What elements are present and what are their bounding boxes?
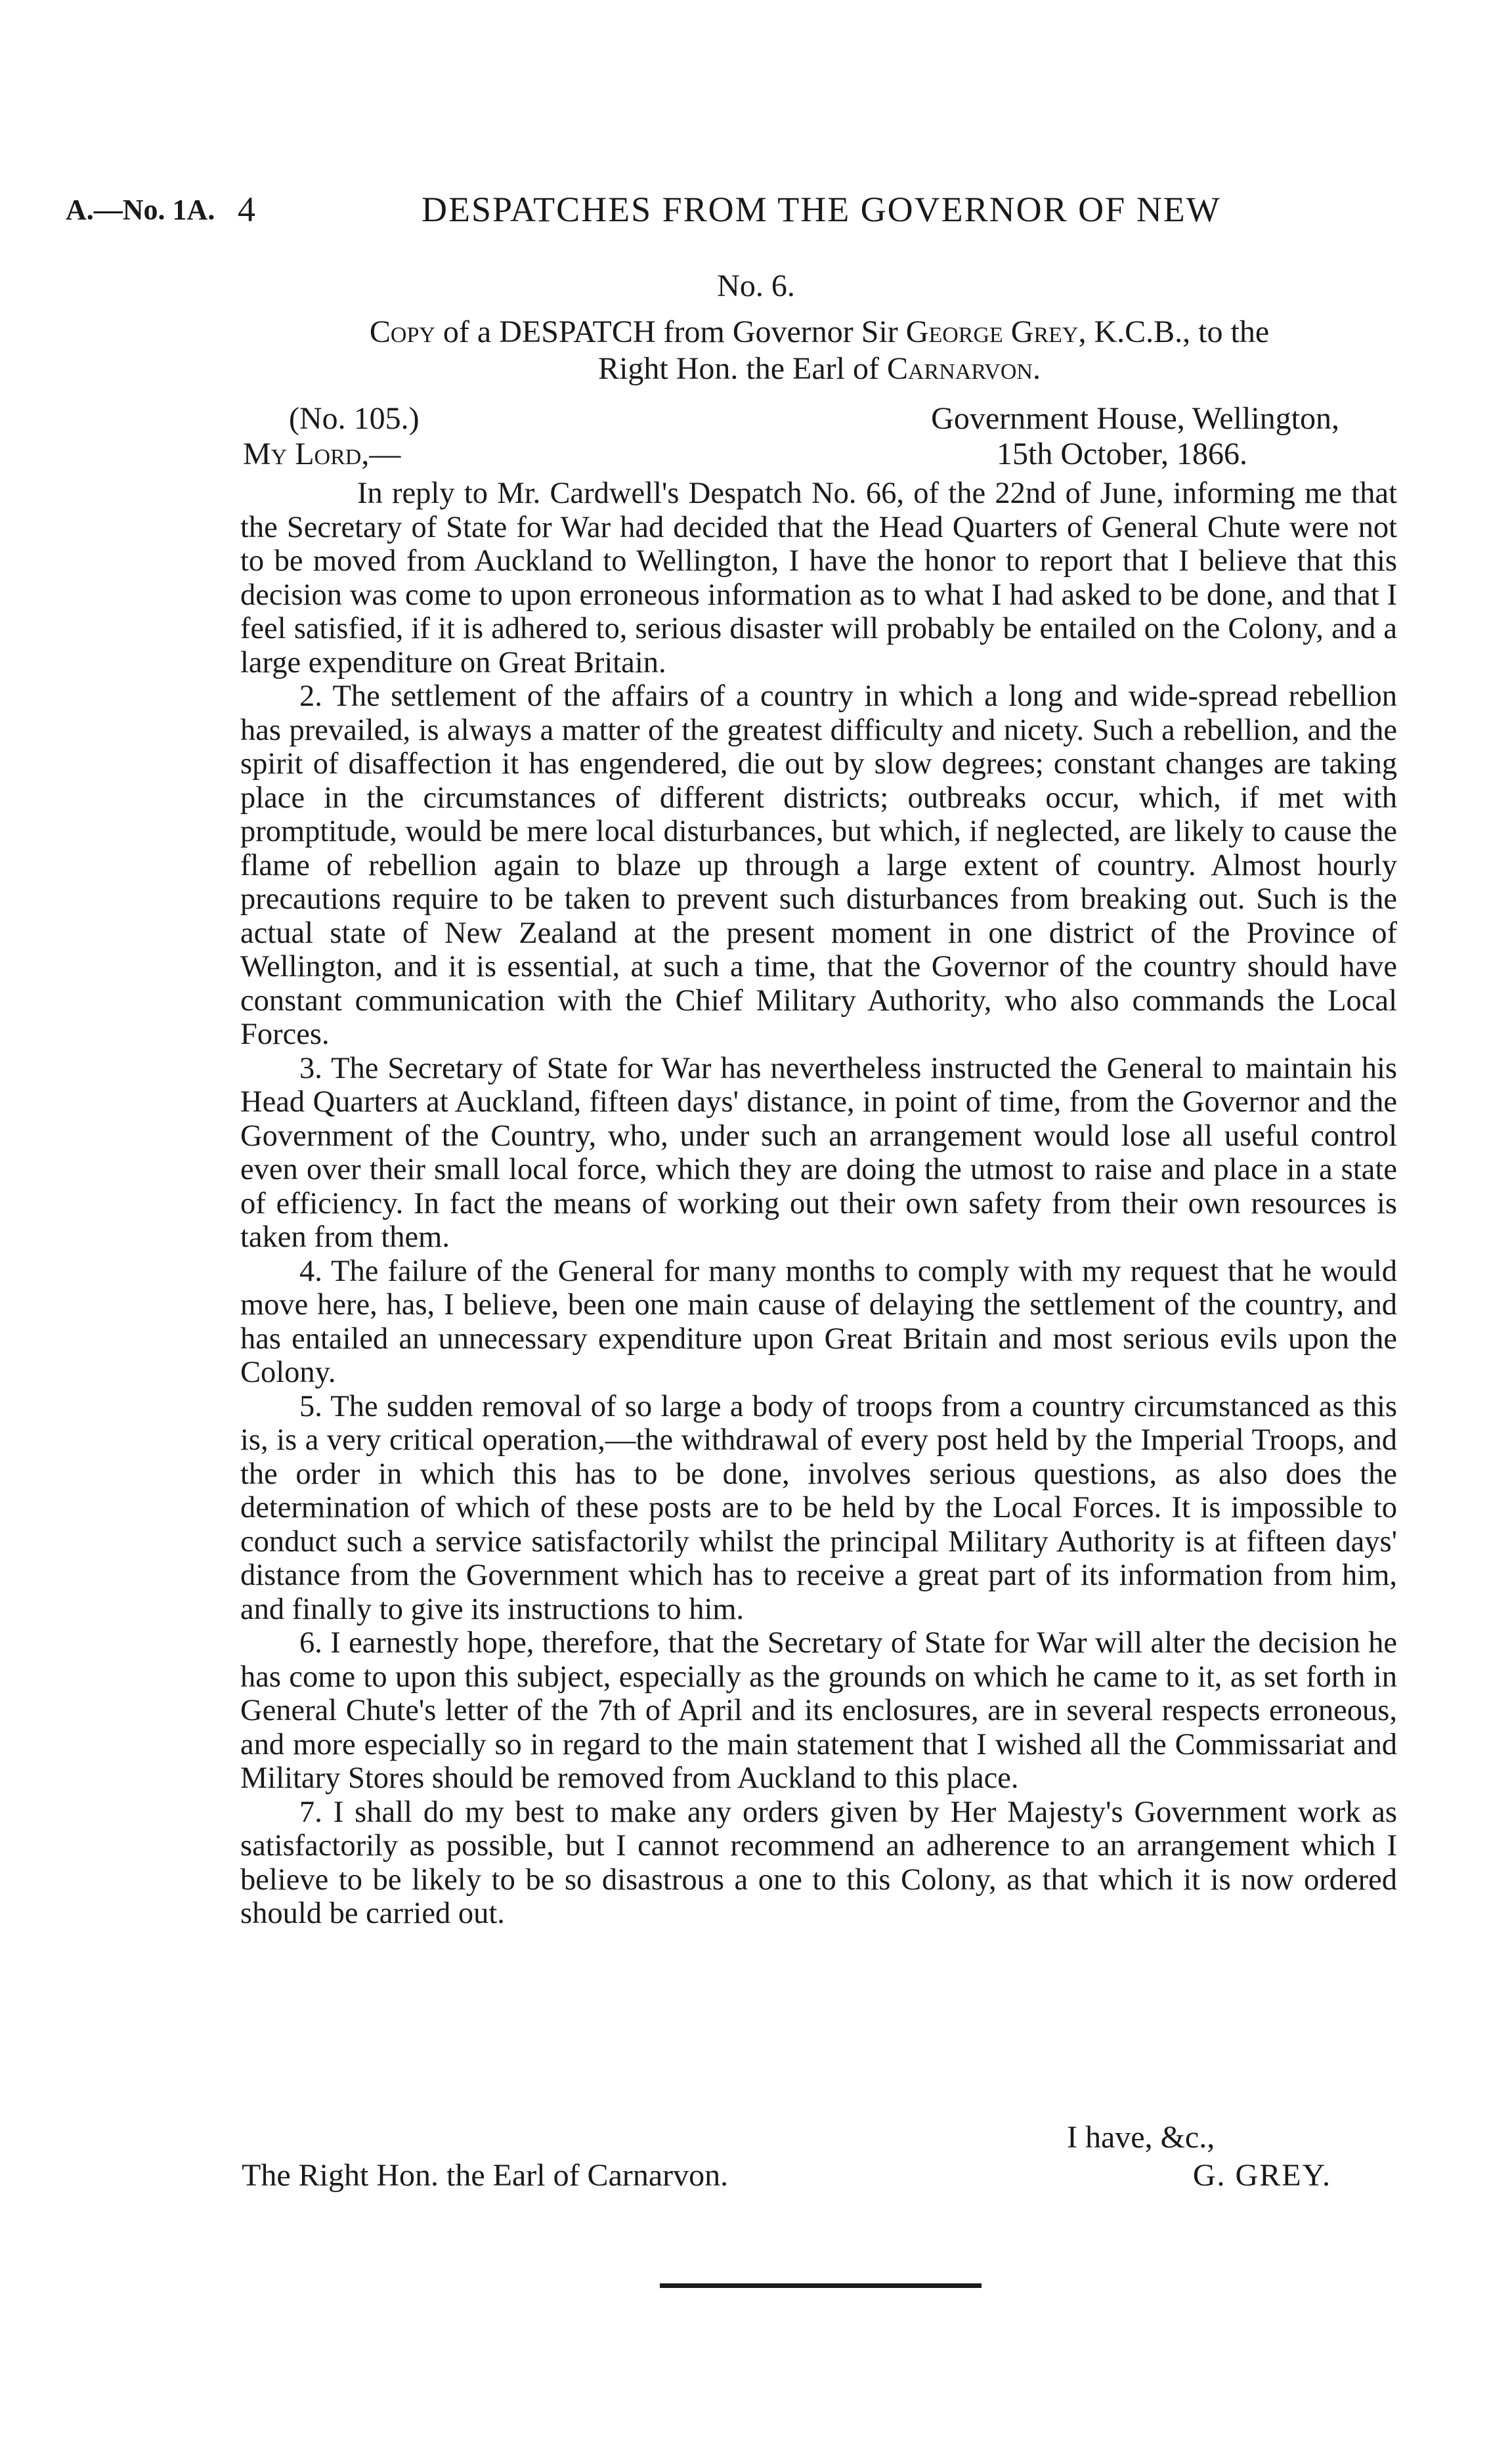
despatch-number: No. 6. (717, 269, 795, 303)
closing-phrase: I have, &c., (1067, 2120, 1215, 2155)
paragraph-2: 2. The settlement of the affairs of a country in which a long and wide-spread rebellion has prevailed, is always a matter of the greatest difficulty and nicety. Such a rebellion, and the spirit of disaffection it has engendered, die out by slow degrees; constant changes are taking place in the circumstances of different districts; outbreaks occur, which, if met with promptitude, would be mere local disturbances, but which, if neglected, are likely to cause the flame of rebellion again to blaze up through a large extent of country. Almost hourly precautions require to be taken to prevent such disturbances from breaking out. Such is the actual state of New Zealand at the present moment in one district of the Province of Wellington, and it is essential, at such a time, that the Governor of the country should have constant communication with the Chief Military Authority, who also commands the Local Forces. (240, 679, 1397, 1051)
paragraph-4: 4. The failure of the General for many months to comply with my request that he would move here, has, I believe, been one main cause of delaying the settlement of the country, and has entailed an unnecessary expenditure upon Great Britain and most serious evils upon the Colony. (240, 1254, 1397, 1389)
document-reference: A.—No. 1A. (66, 194, 215, 226)
signature: G. GREY. (1192, 2158, 1331, 2193)
heading-carnarvon: Carnarvon (886, 351, 1033, 386)
end-rule (660, 2283, 982, 2288)
salutation: My Lord,— (243, 437, 401, 471)
heading-kcb: , K.C.B., to the (1078, 314, 1270, 349)
despatch-body (240, 477, 1397, 1931)
heading-right-hon: Right Hon. the Earl of (598, 351, 887, 386)
despatch-meta-row-2 (243, 436, 1372, 473)
heading-despatch: DESPATCH (499, 314, 656, 349)
signature-row (242, 2157, 1331, 2197)
paragraph-7: 7. I shall do my best to make any orders given by Her Majesty's Government work as satisfactorily as possible, but I cannot recommend an adherence to an arrangement which I believe to be likely to be so disastrous a one to this Colony, as that which it is now ordered should be carried out. (240, 1795, 1397, 1930)
despatch-meta-row-1 (243, 400, 1372, 437)
page-number: 4 (238, 190, 255, 229)
page-title: DESPATCHES FROM THE GOVERNOR OF NEW (421, 190, 1221, 229)
paragraph-3: 3. The Secretary of State for War has nevertheless instructed the General to maintain his Head Quarters at Auckland, fifteen days' distance, in point of time, from the Governor and the Government of the Country, who, under such an arrangement would lose all useful control even over their small local force, which they are doing the utmost to raise and place in a state of efficiency. In fact the means of working out their own safety from their own resources is taken from them. (240, 1051, 1397, 1254)
despatch-ref: (No. 105.) (289, 401, 420, 436)
heading-of-a: of a (435, 314, 500, 349)
paragraph-1: In reply to Mr. Cardwell's Despatch No. 66, of the 22nd of June, informing me that the Secretary of State for War had decided that the Head Quarters of General Chute were not to be moved from Auckland to Wellington, I have the honor to report that I believe that this decision was come to upon erroneous information as to what I had asked to be done, and that I feel satisfied, if it is adhered to, serious disaster will probably be entailed on the Colony, and a large expenditure on Great Britain. (240, 477, 1397, 679)
paragraph-6: 6. I earnestly hope, therefore, that the Secretary of State for War will alter the decision he has come to upon this subject, especially as the grounds on which he came to it, as set forth in General Chute's letter of the 7th of April and its enclosures, are in several respects erroneous, and more especially so in regard to the main statement that I wished all the Commissariat and Military Stores should be removed from Auckland to this place. (240, 1626, 1397, 1795)
despatch-place: Government House, Wellington, (931, 401, 1339, 436)
paragraph-5: 5. The sudden removal of so large a body of troops from a country circumstanced as this is, is a very critical operation,—the withdrawal of every post held by the Imperial Troops, and the order in which this has to be done, involves serious questions, as also does the determination of which of these posts are to be held by the Local Forces. It is impossible to conduct such a service satisfactorily whilst the principal Military Authority is at fifteen days' distance from the Government which has to receive a great part of its information from him, and finally to give its instructions to him. (240, 1389, 1397, 1626)
heading-period: . (1032, 351, 1041, 386)
despatch-date: 15th October, 1866. (996, 437, 1247, 471)
heading-copy: Copy (369, 314, 435, 349)
addressee: The Right Hon. the Earl of Carnarvon. (242, 2158, 729, 2193)
heading-george-grey: George Grey (905, 314, 1079, 349)
despatch-heading (276, 314, 1363, 387)
heading-from-governor: from Governor Sir (655, 314, 906, 349)
running-header (66, 189, 1444, 228)
